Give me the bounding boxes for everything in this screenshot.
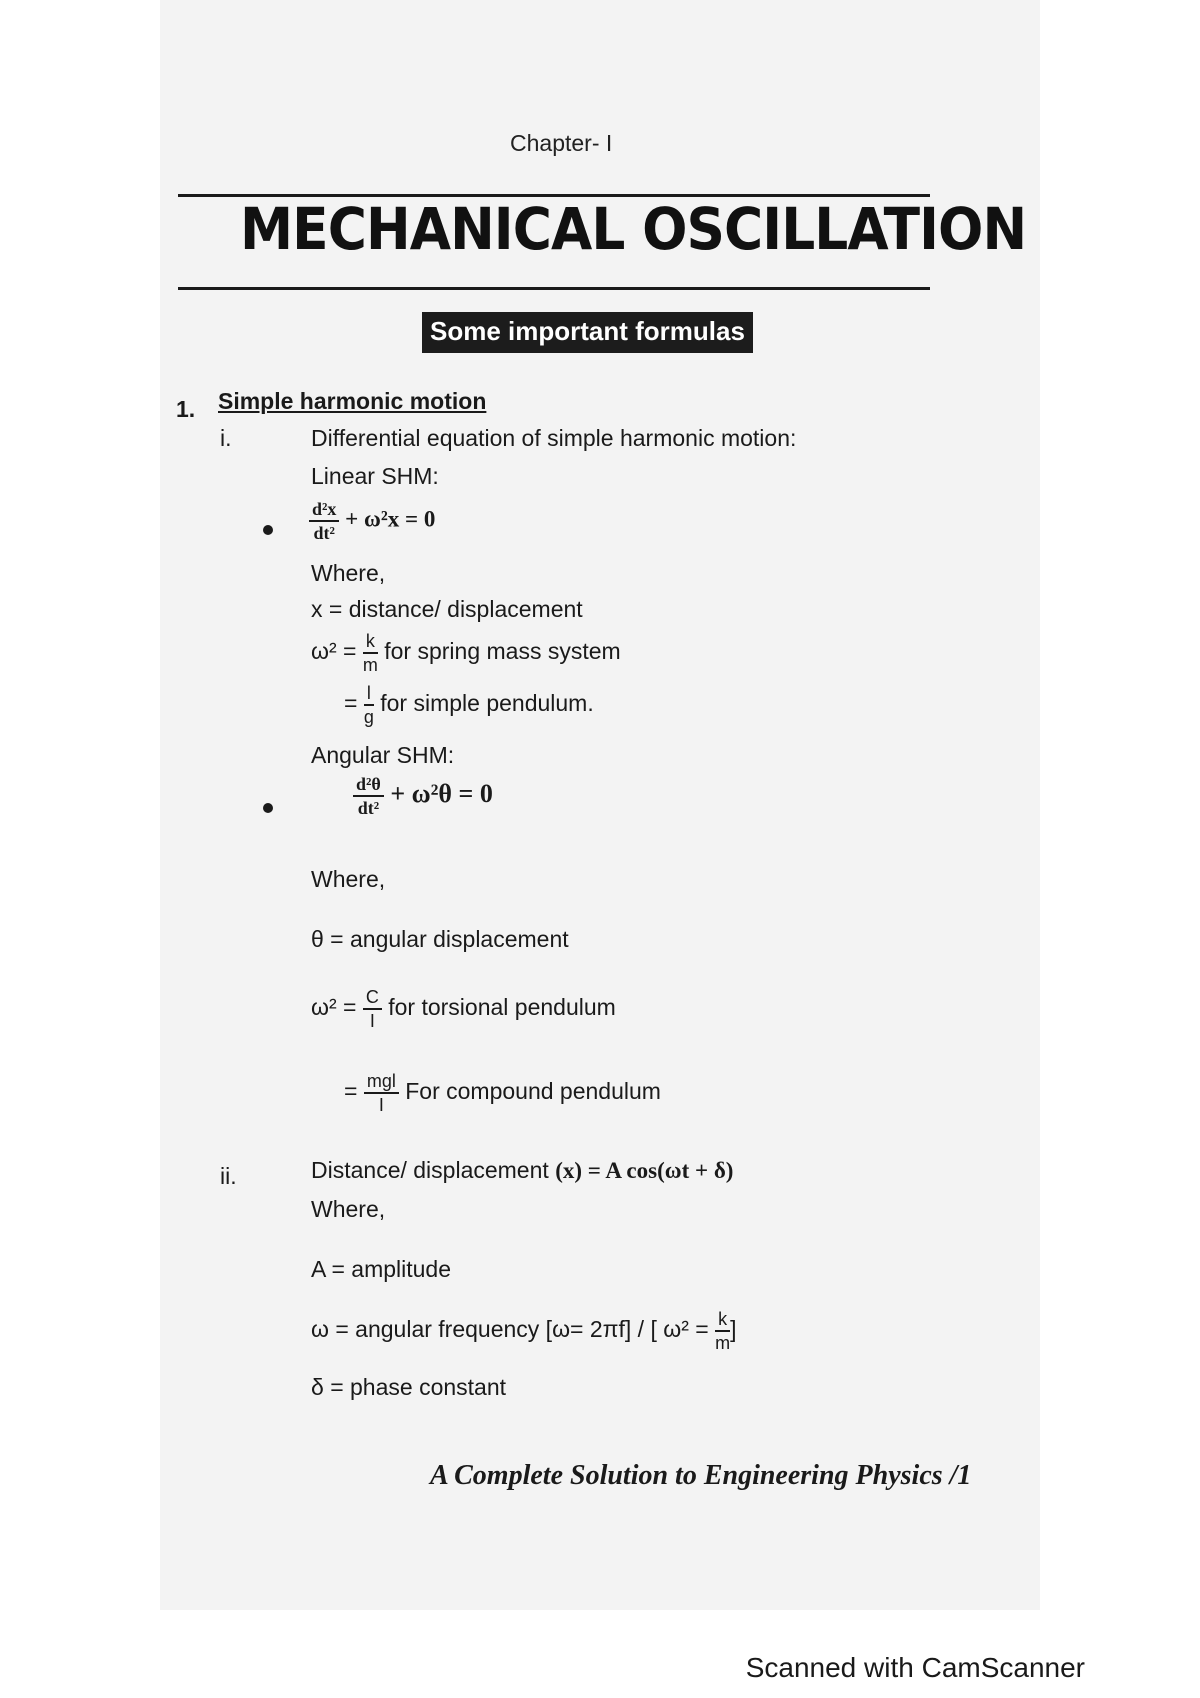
phase-constant-definition: δ = phase constant [311, 1374, 507, 1400]
bullet [263, 803, 273, 813]
omega-pendulum-formula: = $\frac{l}{g}$ for simple pendulum. [344, 683, 594, 727]
page-footer: A Complete Solution to Engineering Physics /1 [430, 1460, 972, 1491]
amplitude-definition: A = amplitude [311, 1256, 452, 1282]
omega-spring-formula: ω² = $\frac{k}{m}$ for spring mass system [311, 631, 621, 675]
where-label: Where, [311, 1196, 386, 1222]
linear-shm-label: Linear SHM: [311, 463, 439, 489]
omega-compound-formula: = $\frac{\text{mgl}}{I}$ For compound pendulum [344, 1071, 661, 1115]
x-definition: x = distance/ displacement [311, 596, 583, 622]
item-i-intro: Differential equation of simple harmonic motion: [311, 425, 797, 451]
linear-shm-equation: $\frac{\text{d²x}}{\text{dt²}}$ + ω²x = 0 [309, 500, 435, 542]
theta-definition: θ = angular displacement [311, 926, 569, 952]
section-heading: Simple harmonic motion [218, 388, 487, 414]
item-ii-numeral: ii. [220, 1163, 237, 1189]
section-number: 1. [176, 396, 196, 422]
section-banner: Some important formulas [422, 312, 753, 353]
angular-shm-equation: $\frac{\text{d²θ}}{\text{dt²}}$ + ω²θ = 0 [353, 775, 493, 817]
where-label: Where, [311, 866, 386, 892]
displacement-formula: Distance/ displacement (x) = A cos(ωt + δ) [311, 1157, 734, 1183]
chapter-label: Chapter- I [510, 130, 613, 156]
page-title: MECHANICAL OSCILLATION [240, 195, 1027, 263]
title-rule-bottom [178, 287, 930, 290]
item-i-numeral: i. [220, 425, 232, 451]
angular-shm-label: Angular SHM: [311, 742, 455, 768]
bullet [263, 525, 273, 535]
angular-frequency-definition: ω = angular frequency [ω= 2πf] / [ ω² = $\frac{k}{m}$ ] [311, 1309, 737, 1353]
scanner-watermark: Scanned with CamScanner [745, 1652, 1085, 1683]
where-label: Where, [311, 560, 386, 586]
omega-torsional-formula: ω² = $\frac{C}{I}$ for torsional pendulum [311, 987, 616, 1031]
